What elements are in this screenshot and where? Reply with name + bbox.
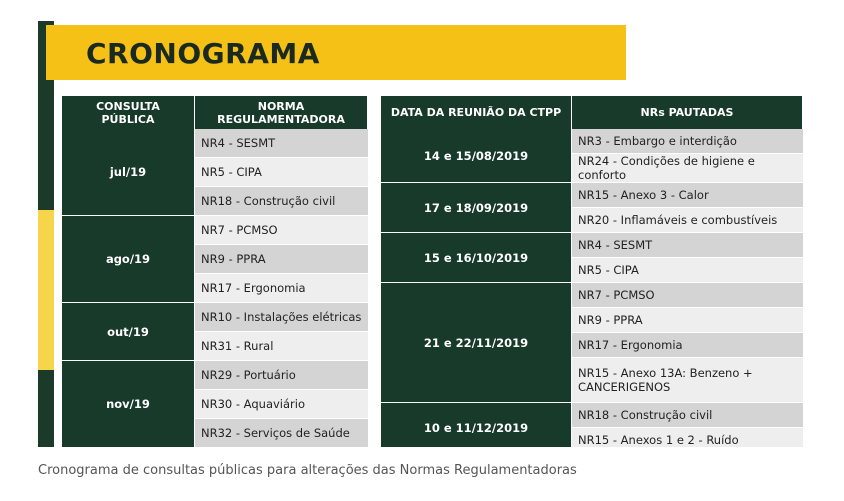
group-label: out/19 [62, 303, 195, 361]
group-label: 10 e 11/12/2019 [381, 403, 572, 448]
list-item: NR18 - Construção civil [572, 403, 803, 428]
list-item: NR32 - Serviços de Saúde [195, 419, 368, 448]
table-row [381, 403, 803, 428]
list-item: NR7 - PCMSO [195, 216, 368, 245]
ctpp-meeting-table [381, 96, 803, 447]
group-label: ago/19 [62, 216, 195, 303]
list-item: NR20 - Inflamáveis e combustíveis [572, 208, 803, 233]
table-row [62, 129, 368, 158]
column-header: NRs PAUTADAS [572, 96, 803, 129]
list-item: NR15 - Anexo 3 - Calor [572, 183, 803, 208]
list-item: NR31 - Rural [195, 332, 368, 361]
list-item: NR17 - Ergonomia [572, 333, 803, 358]
list-item: NR18 - Construção civil [195, 187, 368, 216]
table-row [62, 216, 368, 245]
table-row [381, 283, 803, 308]
table-row [381, 183, 803, 208]
list-item: NR7 - PCMSO [572, 283, 803, 308]
list-item: NR5 - CIPA [572, 258, 803, 283]
table-row [62, 303, 368, 332]
group-label: nov/19 [62, 361, 195, 448]
schedule-slide [38, 21, 808, 447]
table-row [62, 361, 368, 390]
group-label: 21 e 22/11/2019 [381, 283, 572, 403]
title-band-edge [40, 25, 46, 80]
list-item: NR17 - Ergonomia [195, 274, 368, 303]
list-item: NR10 - Instalações elétricas [195, 303, 368, 332]
list-item: NR9 - PPRA [572, 308, 803, 333]
list-item: NR3 - Embargo e interdição [572, 129, 803, 154]
list-item: NR5 - CIPA [195, 158, 368, 187]
slide-title: CRONOGRAMA [86, 37, 320, 70]
public-consultation-table [62, 96, 368, 447]
list-item: NR4 - SESMT [195, 129, 368, 158]
group-label: 15 e 16/10/2019 [381, 233, 572, 283]
list-item: NR15 - Anexos 1 e 2 - Ruído [572, 428, 803, 448]
list-item: NR9 - PPRA [195, 245, 368, 274]
list-item: NR24 - Condições de higiene e conforto [572, 154, 803, 183]
table-row [381, 233, 803, 258]
list-item: NR29 - Portuário [195, 361, 368, 390]
column-header: NORMA REGULAMENTADORA [195, 96, 368, 129]
accent-bar [38, 210, 54, 370]
column-header: DATA DA REUNIÃO DA CTPP [381, 96, 572, 129]
group-label: jul/19 [62, 129, 195, 216]
group-label: 17 e 18/09/2019 [381, 183, 572, 233]
group-label: 14 e 15/08/2019 [381, 129, 572, 183]
list-item: NR15 - Anexo 13A: Benzeno + CANCERIGENOS [572, 358, 803, 403]
column-header: CONSULTA PÚBLICA [62, 96, 195, 129]
table-row [381, 129, 803, 154]
list-item: NR4 - SESMT [572, 233, 803, 258]
image-caption: Cronograma de consultas públicas para alterações das Normas Regulamentadoras [38, 463, 577, 478]
accent-bar [38, 370, 54, 447]
title-band [40, 25, 626, 80]
list-item: NR30 - Aquaviário [195, 390, 368, 419]
